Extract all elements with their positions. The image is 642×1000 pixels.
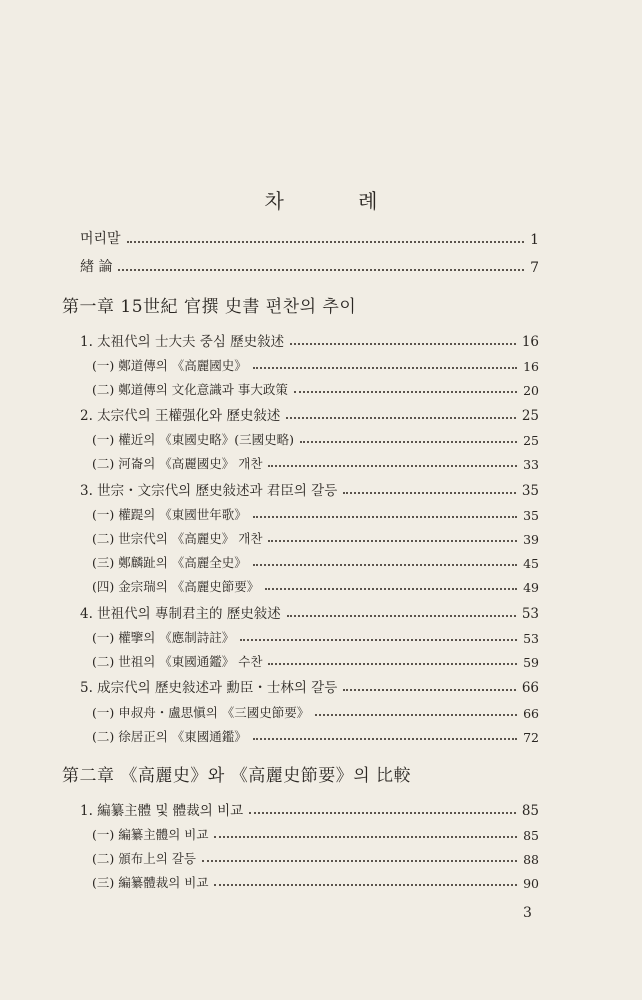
leader-dots	[315, 714, 517, 716]
page-number: 3	[523, 905, 532, 921]
entry-page: 16	[521, 334, 539, 350]
leader-dots	[240, 639, 517, 641]
toc-subsection[interactable]	[92, 356, 539, 374]
entry-page: 85	[523, 828, 539, 843]
entry-label: (一) 申叔舟・盧思愼의 《三國史節要》	[92, 705, 310, 720]
entry-label: 2. 太宗代의 王權强化와 歷史敍述	[80, 408, 281, 424]
leader-dots	[286, 417, 515, 419]
entry-page: 33	[523, 457, 539, 472]
toc-subsection[interactable]	[92, 849, 539, 867]
entry-label: (二) 徐居正의 《東國通鑑》	[92, 729, 247, 744]
leader-dots	[118, 269, 524, 271]
toc-section[interactable]	[80, 330, 539, 350]
leader-dots	[290, 343, 516, 345]
entry-label: 4. 世祖代의 專制君主的 歷史敍述	[80, 606, 281, 622]
toc-section[interactable]	[80, 404, 539, 424]
toc-subsection[interactable]	[92, 628, 539, 646]
chapter-2-heading[interactable]: 第二章 《高麗史》와 《高麗史節要》의 比較	[62, 766, 412, 786]
leader-dots	[214, 884, 517, 886]
entry-label: (二) 頒布上의 갈등	[92, 851, 196, 866]
toc-subsection[interactable]	[92, 454, 539, 472]
chapter-1-heading[interactable]: 第一章 15世紀 官撰 史書 편찬의 추이	[62, 297, 357, 317]
entry-label: (二) 世宗代의 《高麗史》 개찬	[92, 531, 263, 546]
leader-dots	[214, 836, 517, 838]
toc-subsection[interactable]	[92, 825, 539, 843]
entry-label: 3. 世宗・文宗代의 歷史敍述과 君臣의 갈등	[80, 483, 338, 499]
entry-page: 39	[523, 532, 539, 547]
toc-subsection[interactable]	[92, 380, 539, 398]
leader-dots	[343, 689, 516, 691]
entry-label: (一) 權踶의 《東國世年歌》	[92, 507, 247, 522]
toc-subsection[interactable]	[92, 703, 539, 721]
toc-section[interactable]	[80, 799, 539, 819]
entry-label: 緖 論	[80, 259, 113, 275]
leader-dots	[268, 663, 517, 665]
leader-dots	[253, 516, 517, 518]
toc-entry-introduction[interactable]	[80, 256, 539, 276]
entry-page: 20	[523, 383, 539, 398]
entry-label: (一) 編纂主體의 비교	[92, 827, 209, 842]
leader-dots	[287, 615, 516, 617]
leader-dots	[294, 391, 517, 393]
entry-page: 53	[523, 631, 539, 646]
entry-label: 1. 編纂主體 및 體裁의 비교	[80, 803, 244, 819]
leader-dots	[127, 241, 525, 243]
entry-page: 25	[521, 408, 539, 424]
entry-page: 45	[523, 556, 539, 571]
page-title: 차 례	[264, 189, 412, 213]
leader-dots	[343, 492, 516, 494]
toc-entry-preface[interactable]	[80, 228, 539, 248]
toc-section[interactable]	[80, 479, 539, 499]
entry-label: (一) 鄭道傳의 《高麗國史》	[92, 358, 247, 373]
leader-dots	[202, 860, 517, 862]
toc-subsection[interactable]	[92, 430, 539, 448]
leader-dots	[249, 812, 516, 814]
toc-subsection[interactable]	[92, 505, 539, 523]
toc-subsection[interactable]	[92, 577, 539, 595]
entry-page: 35	[521, 483, 539, 499]
entry-label: 머리말	[80, 231, 121, 247]
toc-subsection[interactable]	[92, 553, 539, 571]
leader-dots	[268, 465, 517, 467]
entry-page: 59	[523, 655, 539, 670]
entry-page: 49	[523, 580, 539, 595]
entry-label: 5. 成宗代의 歷史敍述과 勳臣・士林의 갈등	[80, 680, 338, 696]
toc-subsection[interactable]	[92, 873, 539, 891]
leader-dots	[265, 588, 517, 590]
entry-label: (四) 金宗瑞의 《高麗史節要》	[92, 579, 260, 594]
toc-subsection[interactable]	[92, 652, 539, 670]
entry-label: (一) 權近의 《東國史略》(三國史略)	[92, 432, 295, 447]
entry-label: (二) 河崙의 《高麗國史》 개찬	[92, 456, 263, 471]
entry-page: 90	[523, 876, 539, 891]
leader-dots	[253, 367, 517, 369]
toc-section[interactable]	[80, 676, 539, 696]
entry-page: 1	[530, 232, 539, 248]
entry-page: 88	[523, 852, 539, 867]
entry-label: (二) 鄭道傳의 文化意識과 事大政策	[92, 382, 288, 397]
toc-subsection[interactable]	[92, 727, 539, 745]
entry-page: 85	[521, 803, 539, 819]
entry-page: 16	[523, 359, 539, 374]
entry-page: 66	[521, 680, 539, 696]
entry-label: 1. 太祖代의 士大夫 중심 歷史敍述	[80, 334, 285, 350]
entry-page: 35	[523, 508, 539, 523]
entry-page: 66	[523, 706, 539, 721]
leader-dots	[300, 441, 517, 443]
leader-dots	[268, 540, 517, 542]
leader-dots	[253, 564, 517, 566]
entry-label: (三) 鄭麟趾의 《高麗全史》	[92, 555, 247, 570]
entry-label: (二) 世祖의 《東國通鑑》 수찬	[92, 654, 263, 669]
entry-page: 72	[523, 730, 539, 745]
entry-page: 53	[521, 606, 539, 622]
toc-section[interactable]	[80, 602, 539, 622]
entry-page: 7	[530, 260, 539, 276]
entry-page: 25	[523, 433, 539, 448]
toc-subsection[interactable]	[92, 529, 539, 547]
entry-label: (三) 編纂體裁의 비교	[92, 875, 209, 890]
leader-dots	[253, 738, 517, 740]
entry-label: (一) 權擥의 《應制詩註》	[92, 630, 235, 645]
